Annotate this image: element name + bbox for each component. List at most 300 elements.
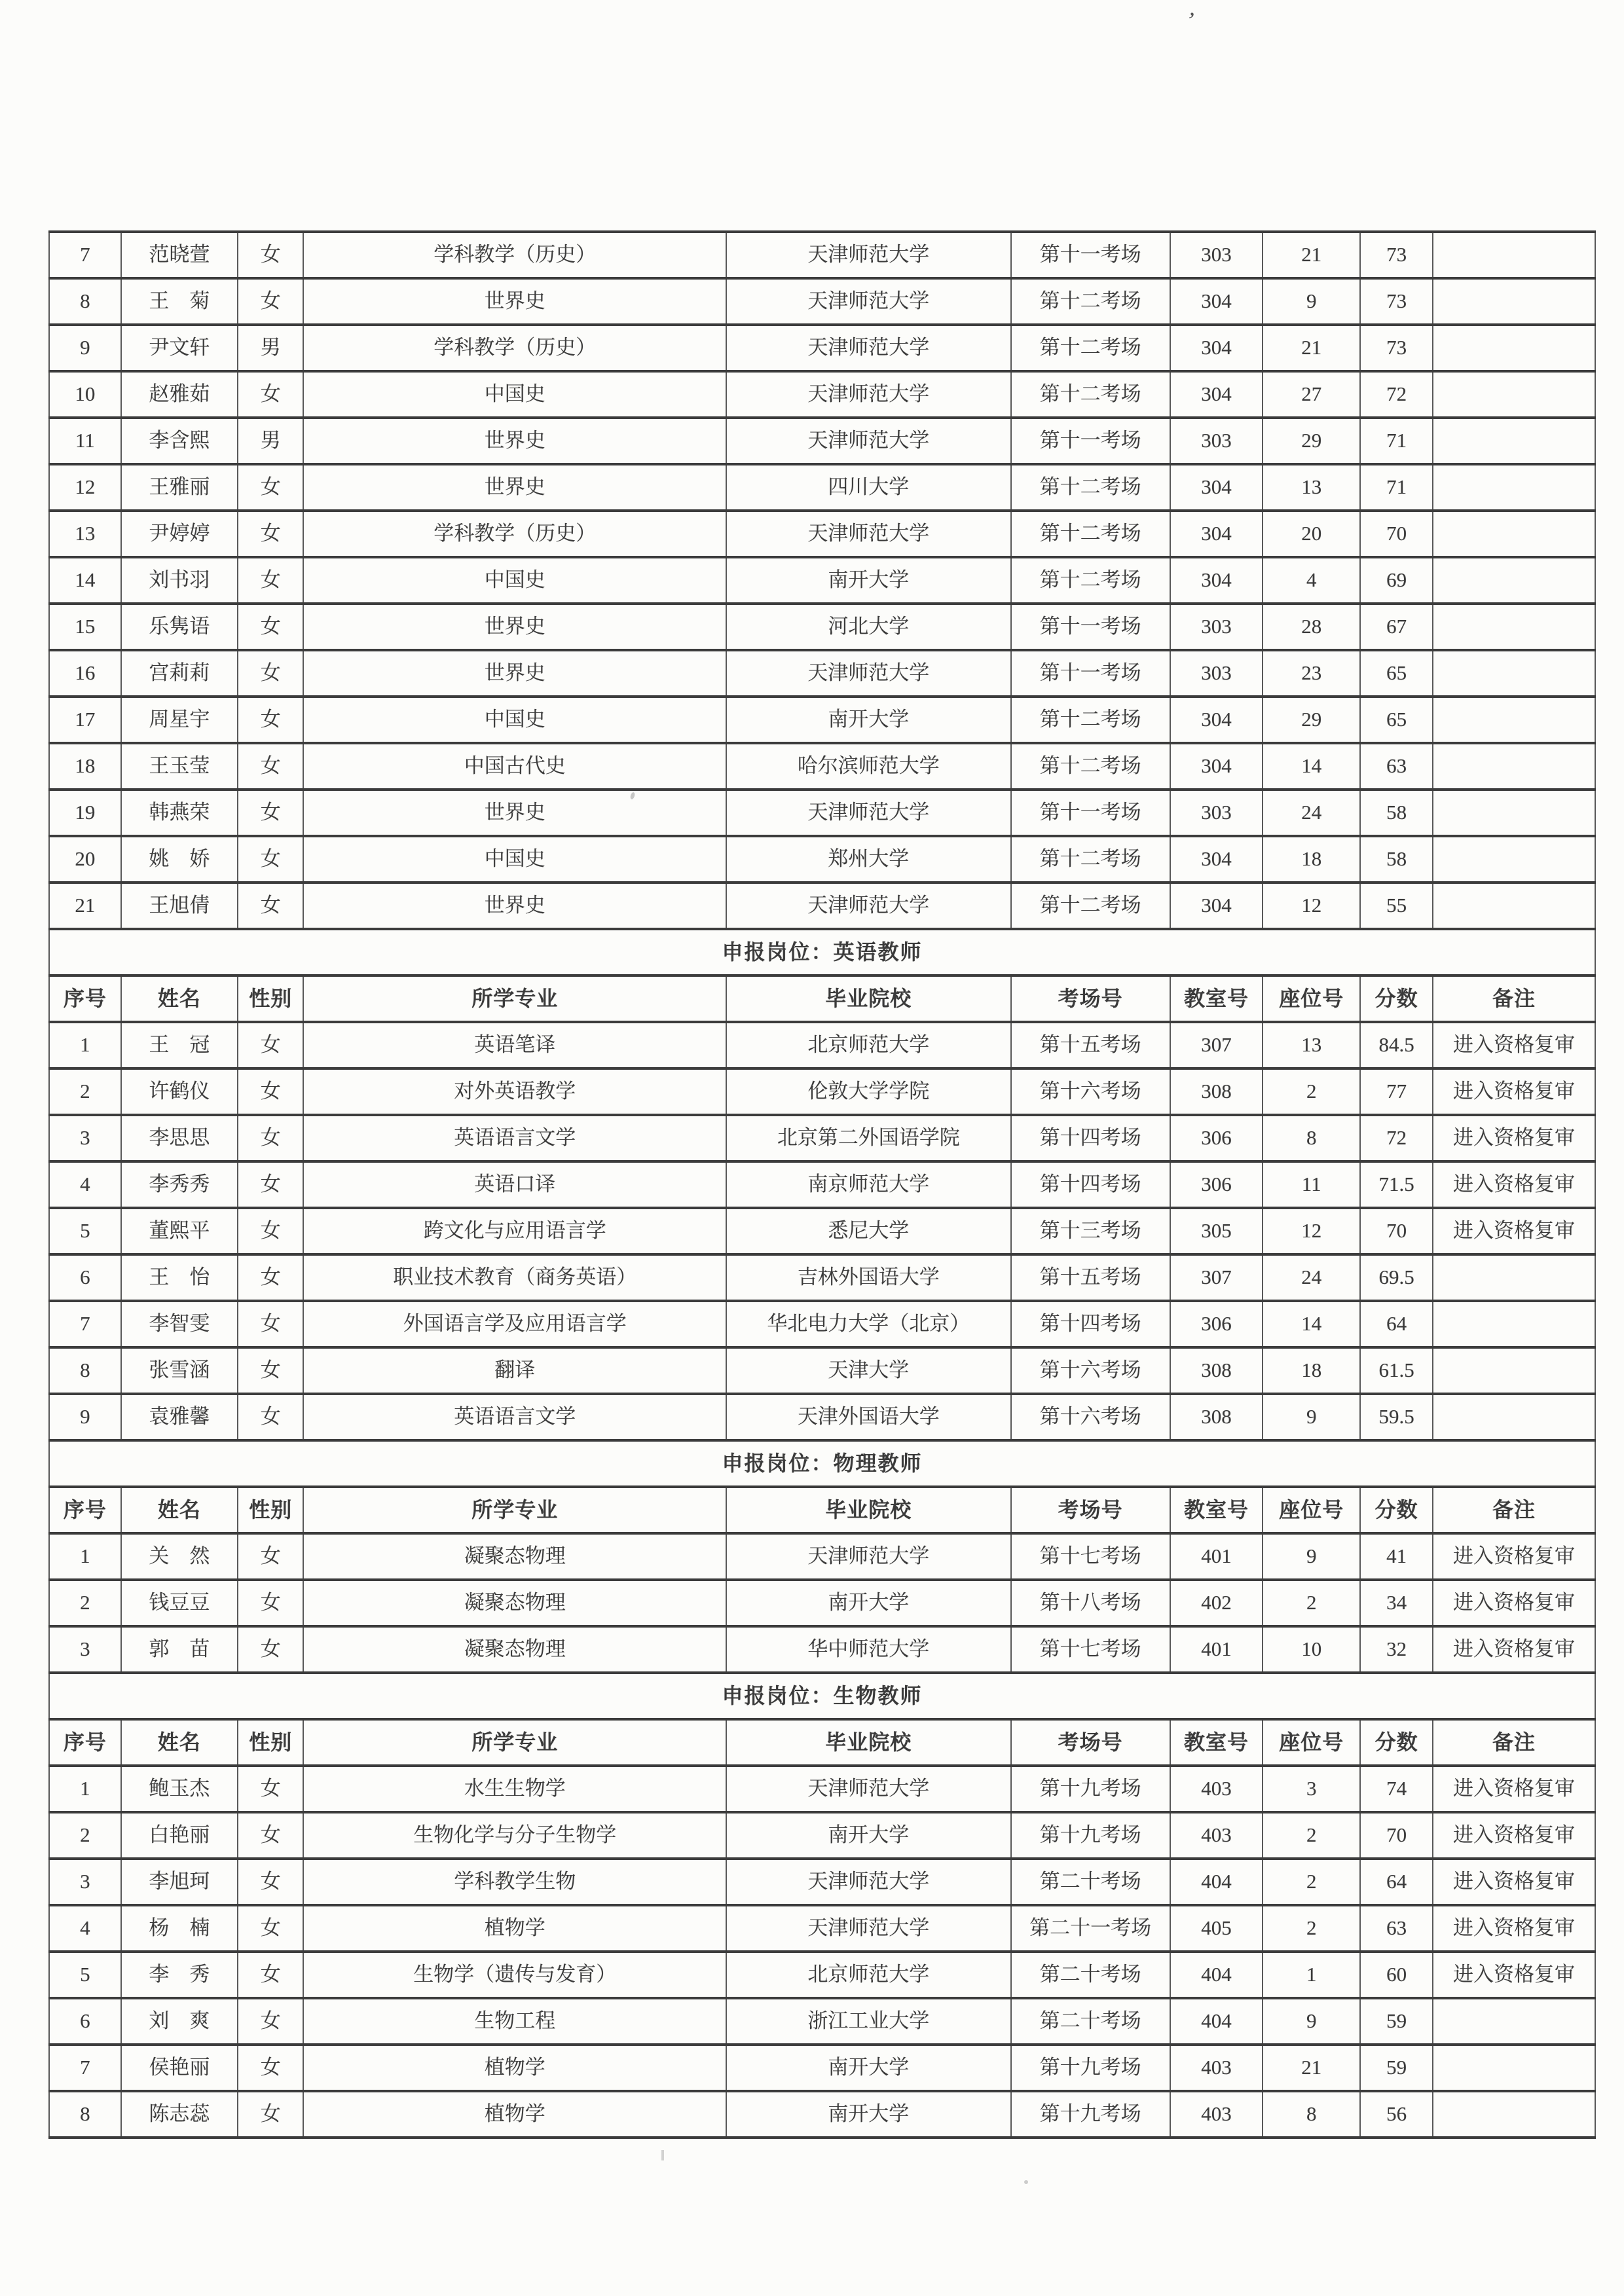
cell-score: 70 — [1360, 1208, 1433, 1254]
cell-gender: 女 — [238, 1022, 303, 1068]
cell-major: 植物学 — [303, 2091, 726, 2138]
cell-exam-room: 第十二考场 — [1011, 883, 1170, 929]
cell-remark — [1433, 371, 1595, 418]
table-row — [49, 557, 1595, 604]
cell-university: 天津外国语大学 — [726, 1394, 1010, 1440]
cell-seat: 8 — [1263, 1115, 1360, 1161]
cell-major: 世界史 — [303, 883, 726, 929]
cell-major: 中国史 — [303, 697, 726, 743]
col-header-exam-room: 考场号 — [1011, 1487, 1170, 1533]
cell-classroom: 304 — [1170, 883, 1263, 929]
cell-university: 天津师范大学 — [726, 650, 1010, 697]
cell-classroom: 303 — [1170, 418, 1263, 464]
cell-major: 中国史 — [303, 371, 726, 418]
col-header-no: 序号 — [49, 1487, 121, 1533]
cell-name: 王玉莹 — [121, 743, 238, 790]
col-header-exam-room: 考场号 — [1011, 1719, 1170, 1766]
cell-exam-room: 第十九考场 — [1011, 1812, 1170, 1859]
cell-name: 刘 爽 — [121, 1998, 238, 2045]
cell-classroom: 403 — [1170, 1812, 1263, 1859]
cell-gender: 女 — [238, 1254, 303, 1301]
cell-name: 张雪涵 — [121, 1347, 238, 1394]
cell-university: 伦敦大学学院 — [726, 1068, 1010, 1115]
cell-seat: 9 — [1263, 1394, 1360, 1440]
cell-classroom: 307 — [1170, 1022, 1263, 1068]
cell-remark: 进入资格复审 — [1433, 1859, 1595, 1905]
cell-score: 32 — [1360, 1626, 1433, 1673]
table-row — [49, 1068, 1595, 1115]
cell-score: 59 — [1360, 2045, 1433, 2091]
cell-gender: 女 — [238, 1859, 303, 1905]
table-row — [49, 1998, 1595, 2045]
cell-major: 英语语言文学 — [303, 1115, 726, 1161]
cell-seat: 11 — [1263, 1161, 1360, 1208]
cell-no: 1 — [49, 1766, 121, 1812]
cell-name: 钱豆豆 — [121, 1580, 238, 1626]
col-header-no: 序号 — [49, 975, 121, 1022]
cell-classroom: 403 — [1170, 2091, 1263, 2138]
cell-university: 北京师范大学 — [726, 1022, 1010, 1068]
cell-university: 郑州大学 — [726, 836, 1010, 883]
cell-university: 天津大学 — [726, 1347, 1010, 1394]
cell-remark — [1433, 604, 1595, 650]
cell-no: 2 — [49, 1580, 121, 1626]
cell-seat: 9 — [1263, 1998, 1360, 2045]
cell-major: 英语语言文学 — [303, 1394, 726, 1440]
table-row — [49, 883, 1595, 929]
cell-no: 14 — [49, 557, 121, 604]
cell-major: 世界史 — [303, 278, 726, 325]
cell-university: 华中师范大学 — [726, 1626, 1010, 1673]
cell-exam-room: 第十九考场 — [1011, 2091, 1170, 2138]
cell-major: 凝聚态物理 — [303, 1580, 726, 1626]
cell-score: 63 — [1360, 1905, 1433, 1952]
cell-seat: 2 — [1263, 1905, 1360, 1952]
cell-seat: 27 — [1263, 371, 1360, 418]
cell-classroom: 306 — [1170, 1301, 1263, 1347]
cell-major: 学科教学（历史） — [303, 232, 726, 278]
table-row — [49, 1022, 1595, 1068]
cell-no: 7 — [49, 1301, 121, 1347]
table-row — [49, 1208, 1595, 1254]
section-title: 申报岗位：英语教师 — [49, 929, 1595, 975]
cell-score: 41 — [1360, 1533, 1433, 1580]
cell-seat: 21 — [1263, 325, 1360, 371]
cell-name: 李 秀 — [121, 1952, 238, 1998]
cell-name: 韩燕荣 — [121, 790, 238, 836]
cell-exam-room: 第十五考场 — [1011, 1022, 1170, 1068]
cell-remark: 进入资格复审 — [1433, 1115, 1595, 1161]
cell-seat: 2 — [1263, 1859, 1360, 1905]
col-header-gender: 性别 — [238, 975, 303, 1022]
cell-name: 董熙平 — [121, 1208, 238, 1254]
col-header-score: 分数 — [1360, 1719, 1433, 1766]
table-row — [49, 418, 1595, 464]
cell-gender: 女 — [238, 1580, 303, 1626]
col-header-remark: 备注 — [1433, 1487, 1595, 1533]
cell-exam-room: 第十三考场 — [1011, 1208, 1170, 1254]
cell-no: 9 — [49, 325, 121, 371]
cell-exam-room: 第十二考场 — [1011, 697, 1170, 743]
cell-score: 71 — [1360, 464, 1433, 511]
cell-seat: 24 — [1263, 790, 1360, 836]
cell-classroom: 404 — [1170, 1952, 1263, 1998]
cell-exam-room: 第十九考场 — [1011, 2045, 1170, 2091]
table-row — [49, 1580, 1595, 1626]
cell-seat: 29 — [1263, 418, 1360, 464]
cell-exam-room: 第十一考场 — [1011, 790, 1170, 836]
cell-gender: 女 — [238, 1952, 303, 1998]
cell-remark — [1433, 697, 1595, 743]
col-header-seat: 座位号 — [1263, 1719, 1360, 1766]
table-row — [49, 697, 1595, 743]
col-header-major: 所学专业 — [303, 975, 726, 1022]
cell-score: 71 — [1360, 418, 1433, 464]
cell-no: 3 — [49, 1626, 121, 1673]
cell-exam-room: 第十二考场 — [1011, 836, 1170, 883]
cell-exam-room: 第十七考场 — [1011, 1626, 1170, 1673]
cell-seat: 4 — [1263, 557, 1360, 604]
cell-remark: 进入资格复审 — [1433, 1580, 1595, 1626]
col-header-name: 姓名 — [121, 1487, 238, 1533]
cell-score: 56 — [1360, 2091, 1433, 2138]
cell-university: 北京第二外国语学院 — [726, 1115, 1010, 1161]
cell-name: 鲍玉杰 — [121, 1766, 238, 1812]
cell-name: 关 然 — [121, 1533, 238, 1580]
cell-remark — [1433, 464, 1595, 511]
table-row — [49, 1812, 1595, 1859]
cell-remark — [1433, 1394, 1595, 1440]
col-header-gender: 性别 — [238, 1487, 303, 1533]
cell-university: 南开大学 — [726, 2045, 1010, 2091]
cell-no: 4 — [49, 1161, 121, 1208]
cell-gender: 女 — [238, 1626, 303, 1673]
cell-name: 李含熙 — [121, 418, 238, 464]
cell-score: 63 — [1360, 743, 1433, 790]
cell-no: 8 — [49, 2091, 121, 2138]
cell-classroom: 304 — [1170, 557, 1263, 604]
table-row — [49, 1394, 1595, 1440]
table-row — [49, 1905, 1595, 1952]
cell-gender: 女 — [238, 511, 303, 557]
table-row — [49, 790, 1595, 836]
cell-exam-room: 第二十考场 — [1011, 1998, 1170, 2045]
col-header-name: 姓名 — [121, 975, 238, 1022]
section-title: 申报岗位：物理教师 — [49, 1440, 1595, 1487]
cell-seat: 14 — [1263, 1301, 1360, 1347]
cell-seat: 12 — [1263, 883, 1360, 929]
cell-gender: 男 — [238, 325, 303, 371]
cell-no: 18 — [49, 743, 121, 790]
cell-no: 5 — [49, 1952, 121, 1998]
cell-university: 南开大学 — [726, 2091, 1010, 2138]
table-row — [49, 1301, 1595, 1347]
cell-score: 55 — [1360, 883, 1433, 929]
col-header-major: 所学专业 — [303, 1487, 726, 1533]
cell-no: 6 — [49, 1254, 121, 1301]
cell-university: 天津师范大学 — [726, 1859, 1010, 1905]
cell-exam-room: 第十四考场 — [1011, 1115, 1170, 1161]
col-header-remark: 备注 — [1433, 975, 1595, 1022]
cell-remark — [1433, 418, 1595, 464]
cell-seat: 1 — [1263, 1952, 1360, 1998]
cell-score: 67 — [1360, 604, 1433, 650]
cell-seat: 20 — [1263, 511, 1360, 557]
cell-classroom: 304 — [1170, 511, 1263, 557]
cell-no: 1 — [49, 1022, 121, 1068]
cell-gender: 女 — [238, 790, 303, 836]
cell-university: 天津师范大学 — [726, 790, 1010, 836]
table-row — [49, 2091, 1595, 2138]
cell-seat: 18 — [1263, 836, 1360, 883]
cell-seat: 24 — [1263, 1254, 1360, 1301]
cell-classroom: 303 — [1170, 650, 1263, 697]
cell-university: 天津师范大学 — [726, 1766, 1010, 1812]
cell-no: 1 — [49, 1533, 121, 1580]
cell-name: 刘书羽 — [121, 557, 238, 604]
cell-exam-room: 第十六考场 — [1011, 1394, 1170, 1440]
cell-remark — [1433, 511, 1595, 557]
table-row — [49, 1115, 1595, 1161]
cell-seat: 29 — [1263, 697, 1360, 743]
cell-exam-room: 第十六考场 — [1011, 1068, 1170, 1115]
cell-name: 白艳丽 — [121, 1812, 238, 1859]
cell-university: 四川大学 — [726, 464, 1010, 511]
cell-seat: 9 — [1263, 278, 1360, 325]
cell-gender: 女 — [238, 836, 303, 883]
cell-major: 生物化学与分子生物学 — [303, 1812, 726, 1859]
table-row — [49, 1254, 1595, 1301]
cell-major: 世界史 — [303, 790, 726, 836]
cell-name: 赵雅茹 — [121, 371, 238, 418]
cell-classroom: 401 — [1170, 1626, 1263, 1673]
table-row — [49, 2045, 1595, 2091]
cell-name: 李秀秀 — [121, 1161, 238, 1208]
col-header-classroom: 教室号 — [1170, 1719, 1263, 1766]
cell-gender: 女 — [238, 743, 303, 790]
cell-seat: 12 — [1263, 1208, 1360, 1254]
cell-seat: 8 — [1263, 2091, 1360, 2138]
cell-gender: 女 — [238, 650, 303, 697]
cell-name: 周星宇 — [121, 697, 238, 743]
column-header-row — [49, 1487, 1595, 1533]
col-header-classroom: 教室号 — [1170, 975, 1263, 1022]
cell-exam-room: 第二十考场 — [1011, 1952, 1170, 1998]
cell-university: 天津师范大学 — [726, 883, 1010, 929]
table-row — [49, 464, 1595, 511]
cell-major: 水生生物学 — [303, 1766, 726, 1812]
cell-major: 中国史 — [303, 836, 726, 883]
cell-gender: 女 — [238, 371, 303, 418]
cell-score: 72 — [1360, 371, 1433, 418]
cell-remark — [1433, 836, 1595, 883]
cell-gender: 女 — [238, 557, 303, 604]
cell-remark — [1433, 743, 1595, 790]
cell-score: 59 — [1360, 1998, 1433, 2045]
table-row — [49, 836, 1595, 883]
cell-gender: 女 — [238, 1161, 303, 1208]
cell-no: 11 — [49, 418, 121, 464]
cell-remark: 进入资格复审 — [1433, 1068, 1595, 1115]
cell-classroom: 303 — [1170, 790, 1263, 836]
cell-university: 北京师范大学 — [726, 1952, 1010, 1998]
cell-major: 生物工程 — [303, 1998, 726, 2045]
scan-artifact-speck — [661, 2150, 664, 2160]
table-row — [49, 1161, 1595, 1208]
cell-remark — [1433, 278, 1595, 325]
cell-university: 悉尼大学 — [726, 1208, 1010, 1254]
cell-remark: 进入资格复审 — [1433, 1905, 1595, 1952]
cell-name: 王 怡 — [121, 1254, 238, 1301]
cell-exam-room: 第十一考场 — [1011, 418, 1170, 464]
col-header-score: 分数 — [1360, 1487, 1433, 1533]
cell-score: 61.5 — [1360, 1347, 1433, 1394]
cell-gender: 女 — [238, 232, 303, 278]
cell-score: 64 — [1360, 1859, 1433, 1905]
cell-score: 73 — [1360, 325, 1433, 371]
cell-name: 乐隽语 — [121, 604, 238, 650]
cell-remark — [1433, 325, 1595, 371]
cell-gender: 女 — [238, 1301, 303, 1347]
column-header-row — [49, 975, 1595, 1022]
cell-no: 5 — [49, 1208, 121, 1254]
col-header-seat: 座位号 — [1263, 1487, 1360, 1533]
cell-remark: 进入资格复审 — [1433, 1022, 1595, 1068]
cell-score: 59.5 — [1360, 1394, 1433, 1440]
cell-major: 世界史 — [303, 604, 726, 650]
cell-score: 73 — [1360, 278, 1433, 325]
table-row — [49, 325, 1595, 371]
col-header-score: 分数 — [1360, 975, 1433, 1022]
cell-seat: 21 — [1263, 232, 1360, 278]
cell-gender: 女 — [238, 1208, 303, 1254]
table-row — [49, 1952, 1595, 1998]
cell-no: 21 — [49, 883, 121, 929]
col-header-major: 所学专业 — [303, 1719, 726, 1766]
cell-score: 69 — [1360, 557, 1433, 604]
cell-name: 侯艳丽 — [121, 2045, 238, 2091]
cell-gender: 女 — [238, 2045, 303, 2091]
cell-name: 王 菊 — [121, 278, 238, 325]
cell-major: 学科教学（历史） — [303, 511, 726, 557]
cell-seat: 2 — [1263, 1068, 1360, 1115]
cell-classroom: 404 — [1170, 1859, 1263, 1905]
cell-no: 10 — [49, 371, 121, 418]
cell-seat: 18 — [1263, 1347, 1360, 1394]
cell-remark — [1433, 2045, 1595, 2091]
cell-classroom: 308 — [1170, 1347, 1263, 1394]
cell-score: 58 — [1360, 836, 1433, 883]
cell-classroom: 308 — [1170, 1394, 1263, 1440]
cell-no: 8 — [49, 1347, 121, 1394]
cell-no: 20 — [49, 836, 121, 883]
table-row — [49, 1533, 1595, 1580]
cell-remark — [1433, 1254, 1595, 1301]
cell-seat: 28 — [1263, 604, 1360, 650]
cell-seat: 14 — [1263, 743, 1360, 790]
cell-score: 73 — [1360, 232, 1433, 278]
cell-seat: 23 — [1263, 650, 1360, 697]
cell-name: 尹婷婷 — [121, 511, 238, 557]
col-header-name: 姓名 — [121, 1719, 238, 1766]
cell-classroom: 305 — [1170, 1208, 1263, 1254]
cell-score: 71.5 — [1360, 1161, 1433, 1208]
cell-score: 77 — [1360, 1068, 1433, 1115]
cell-no: 2 — [49, 1812, 121, 1859]
cell-exam-room: 第十一考场 — [1011, 232, 1170, 278]
cell-university: 哈尔滨师范大学 — [726, 743, 1010, 790]
cell-major: 外国语言学及应用语言学 — [303, 1301, 726, 1347]
cell-gender: 女 — [238, 883, 303, 929]
cell-no: 3 — [49, 1859, 121, 1905]
cell-classroom: 403 — [1170, 2045, 1263, 2091]
cell-name: 范晓萱 — [121, 232, 238, 278]
cell-major: 植物学 — [303, 2045, 726, 2091]
cell-gender: 女 — [238, 1998, 303, 2045]
cell-name: 许鹤仪 — [121, 1068, 238, 1115]
cell-seat: 13 — [1263, 464, 1360, 511]
cell-remark: 进入资格复审 — [1433, 1766, 1595, 1812]
table-row — [49, 1347, 1595, 1394]
cell-gender: 女 — [238, 1533, 303, 1580]
cell-classroom: 306 — [1170, 1115, 1263, 1161]
cell-no: 2 — [49, 1068, 121, 1115]
cell-no: 8 — [49, 278, 121, 325]
cell-seat: 21 — [1263, 2045, 1360, 2091]
cell-no: 7 — [49, 2045, 121, 2091]
cell-score: 69.5 — [1360, 1254, 1433, 1301]
table-row — [49, 278, 1595, 325]
cell-exam-room: 第十四考场 — [1011, 1161, 1170, 1208]
cell-no: 17 — [49, 697, 121, 743]
cell-university: 天津师范大学 — [726, 278, 1010, 325]
cell-university: 南开大学 — [726, 557, 1010, 604]
cell-remark: 进入资格复审 — [1433, 1208, 1595, 1254]
cell-major: 世界史 — [303, 418, 726, 464]
cell-seat: 13 — [1263, 1022, 1360, 1068]
cell-name: 宫莉莉 — [121, 650, 238, 697]
cell-major: 学科教学（历史） — [303, 325, 726, 371]
cell-classroom: 304 — [1170, 325, 1263, 371]
cell-university: 南京师范大学 — [726, 1161, 1010, 1208]
cell-exam-room: 第二十考场 — [1011, 1859, 1170, 1905]
applicant-roster-table — [48, 230, 1596, 2139]
cell-score: 84.5 — [1360, 1022, 1433, 1068]
cell-major: 对外英语教学 — [303, 1068, 726, 1115]
table-row — [49, 743, 1595, 790]
table-row — [49, 232, 1595, 278]
cell-name: 李智雯 — [121, 1301, 238, 1347]
cell-score: 58 — [1360, 790, 1433, 836]
cell-classroom: 402 — [1170, 1580, 1263, 1626]
cell-classroom: 304 — [1170, 743, 1263, 790]
cell-gender: 女 — [238, 1394, 303, 1440]
col-header-gender: 性别 — [238, 1719, 303, 1766]
table-row — [49, 1766, 1595, 1812]
cell-remark — [1433, 2091, 1595, 2138]
cell-classroom: 303 — [1170, 604, 1263, 650]
cell-name: 郭 苗 — [121, 1626, 238, 1673]
cell-score: 64 — [1360, 1301, 1433, 1347]
cell-remark: 进入资格复审 — [1433, 1626, 1595, 1673]
cell-remark: 进入资格复审 — [1433, 1812, 1595, 1859]
cell-gender: 女 — [238, 1068, 303, 1115]
cell-exam-room: 第十八考场 — [1011, 1580, 1170, 1626]
cell-remark — [1433, 790, 1595, 836]
col-header-university: 毕业院校 — [726, 975, 1010, 1022]
cell-major: 凝聚态物理 — [303, 1626, 726, 1673]
cell-classroom: 405 — [1170, 1905, 1263, 1952]
